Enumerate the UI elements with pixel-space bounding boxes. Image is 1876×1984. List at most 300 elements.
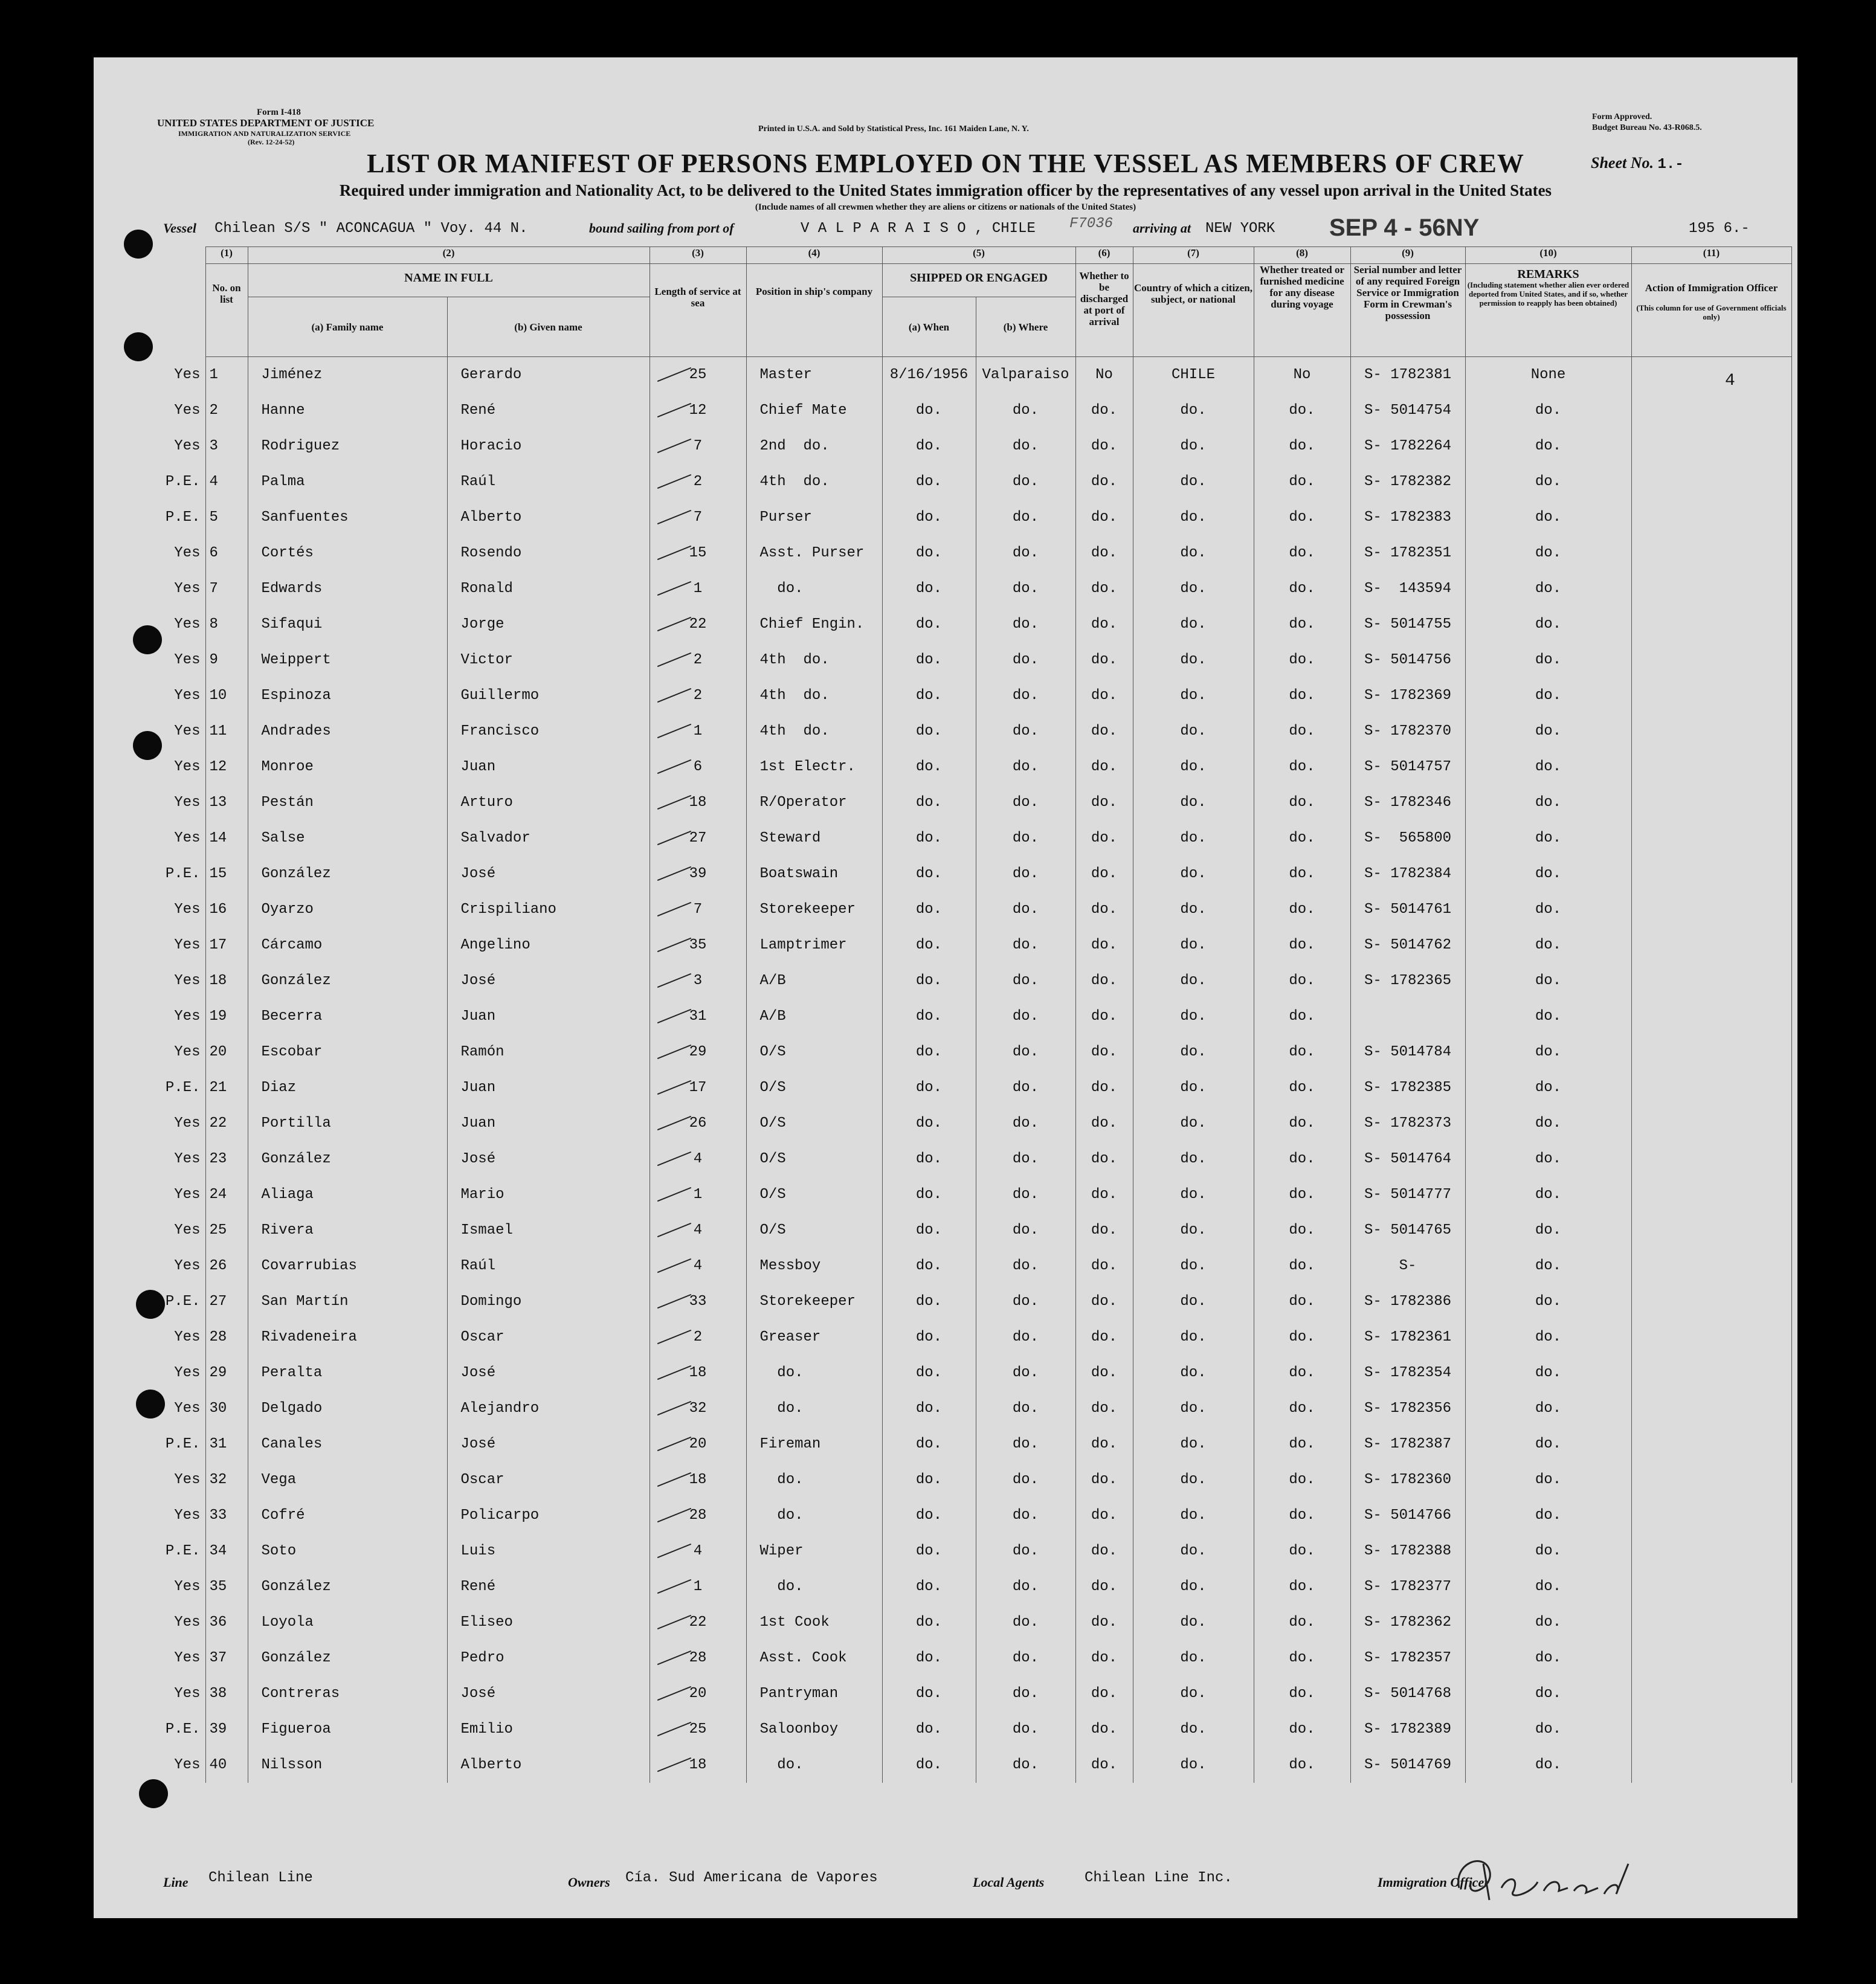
check-tick-mark xyxy=(657,546,691,560)
cell-disch: do. xyxy=(1075,1391,1133,1426)
cell-where: do. xyxy=(976,927,1075,963)
cell-family: Salse xyxy=(248,820,447,856)
cell-no: 7 xyxy=(205,571,248,607)
cell-given: Ismael xyxy=(447,1213,650,1248)
table-row xyxy=(145,1747,1791,1783)
col-length-of-service: Length of service at sea xyxy=(650,264,746,357)
punch-hole xyxy=(136,1290,165,1319)
cell-len xyxy=(650,464,746,500)
crew-table xyxy=(145,246,1792,1783)
cell-len-value: 1 xyxy=(693,1187,703,1203)
check-tick-mark xyxy=(657,1151,691,1166)
cell-len xyxy=(650,642,746,678)
cell-action xyxy=(1631,820,1791,856)
cell-where: Valparaiso xyxy=(976,357,1075,393)
col2-number: (2) xyxy=(248,247,650,264)
cell-remarks: do. xyxy=(1465,428,1631,464)
cell-action xyxy=(1631,678,1791,713)
col9-number: (9) xyxy=(1350,247,1465,264)
cell-family: Cofré xyxy=(248,1498,447,1533)
cell-country: do. xyxy=(1133,1141,1254,1177)
cell-disch: do. xyxy=(1075,1533,1133,1569)
cell-med: do. xyxy=(1254,1640,1350,1676)
cell-len-value: 3 xyxy=(693,973,703,989)
check-tick-mark xyxy=(657,652,691,667)
table-row xyxy=(145,1605,1791,1640)
cell-family: Contreras xyxy=(248,1676,447,1712)
cell-len-value: 20 xyxy=(689,1436,707,1452)
cell-action xyxy=(1631,1712,1791,1747)
cell-country: do. xyxy=(1133,1640,1254,1676)
cell-disch: do. xyxy=(1075,642,1133,678)
table-row xyxy=(145,892,1791,927)
cell-remarks: do. xyxy=(1465,1426,1631,1462)
cell-where: do. xyxy=(976,1355,1075,1391)
cell-med: do. xyxy=(1254,607,1350,642)
cell-serial: S- 1782365 xyxy=(1350,963,1465,999)
cell-no: 6 xyxy=(205,535,248,571)
cell-no: 5 xyxy=(205,500,248,535)
cell-no: 16 xyxy=(205,892,248,927)
cell-family: Delgado xyxy=(248,1391,447,1426)
cell-where: do. xyxy=(976,678,1075,713)
cell-remarks: do. xyxy=(1465,1569,1631,1605)
cell-pos: do. xyxy=(746,571,882,607)
cell-no: 17 xyxy=(205,927,248,963)
cell-when: do. xyxy=(882,1569,976,1605)
check-tick-mark xyxy=(657,759,691,774)
cell-disch: do. xyxy=(1075,856,1133,892)
year-value: 195 6.- xyxy=(1689,221,1750,237)
cell-where: do. xyxy=(976,571,1075,607)
cell-remarks: do. xyxy=(1465,500,1631,535)
col5-number: (5) xyxy=(882,247,1075,264)
cell-country: do. xyxy=(1133,1391,1254,1426)
col-number-on-list: No. on list xyxy=(205,264,248,357)
manifest-subtitle: Required under immigration and Nationality Act, to be delivered to the United States immigration officer by the representatives of any vessel upon arrival in the United States xyxy=(339,181,1552,199)
cell-len xyxy=(650,820,746,856)
cell-remarks: do. xyxy=(1465,1462,1631,1498)
cell-no: 10 xyxy=(205,678,248,713)
cell-len-value: 20 xyxy=(689,1686,707,1702)
cell-no: 34 xyxy=(205,1533,248,1569)
cell-no: 24 xyxy=(205,1177,248,1213)
cell-remarks: do. xyxy=(1465,963,1631,999)
arriving-label: arriving at xyxy=(1133,221,1191,236)
table-row xyxy=(145,1177,1791,1213)
check-tick-mark xyxy=(657,1009,691,1023)
cell-where: do. xyxy=(976,1712,1075,1747)
cell-mark: Yes xyxy=(174,901,201,918)
cell-when: do. xyxy=(882,713,976,749)
cell-country: do. xyxy=(1133,963,1254,999)
cell-serial: S- 1782357 xyxy=(1350,1640,1465,1676)
table-row xyxy=(145,1640,1791,1676)
cell-serial: S- 5014754 xyxy=(1350,393,1465,428)
cell-len xyxy=(650,1462,746,1498)
cell-pos: 4th do. xyxy=(746,464,882,500)
cell-where: do. xyxy=(976,785,1075,820)
cell-action xyxy=(1631,1070,1791,1106)
cell-len-value: 33 xyxy=(689,1293,707,1310)
cell-med: do. xyxy=(1254,1177,1350,1213)
cell-no: 1 xyxy=(205,357,248,393)
check-tick-mark xyxy=(657,1651,691,1665)
cell-given: José xyxy=(447,1141,650,1177)
cell-len xyxy=(650,1284,746,1319)
cell-serial: S- 1782384 xyxy=(1350,856,1465,892)
cell-where: do. xyxy=(976,1391,1075,1426)
cell-when: do. xyxy=(882,1391,976,1426)
check-tick-mark xyxy=(657,1544,691,1558)
cell-remarks: do. xyxy=(1465,571,1631,607)
cell-action xyxy=(1631,464,1791,500)
cell-remarks: do. xyxy=(1465,785,1631,820)
cell-given: Angelino xyxy=(447,927,650,963)
cell-when: do. xyxy=(882,607,976,642)
check-tick-mark xyxy=(657,1757,691,1772)
cell-family: Cárcamo xyxy=(248,927,447,963)
cell-serial: S- 5014764 xyxy=(1350,1141,1465,1177)
arrival-port: NEW YORK xyxy=(1205,221,1275,237)
col11-number: (11) xyxy=(1631,247,1791,264)
cell-len-value: 29 xyxy=(689,1044,707,1060)
cell-country: do. xyxy=(1133,1177,1254,1213)
cell-med: do. xyxy=(1254,1569,1350,1605)
cell-pos: O/S xyxy=(746,1070,882,1106)
cell-len-value: 2 xyxy=(693,652,703,668)
cell-serial: S- 1782354 xyxy=(1350,1355,1465,1391)
cell-disch: do. xyxy=(1075,1034,1133,1070)
cell-len xyxy=(650,428,746,464)
check-tick-mark xyxy=(657,1508,691,1522)
punch-hole xyxy=(139,1779,168,1808)
cell-given: Alejandro xyxy=(447,1391,650,1426)
cell-len-value: 2 xyxy=(693,474,703,490)
cell-given: Guillermo xyxy=(447,678,650,713)
cell-len-value: 18 xyxy=(689,1757,707,1773)
cell-mark: Yes xyxy=(174,652,201,668)
table-row xyxy=(145,856,1791,892)
cell-mark: P.E. xyxy=(165,866,201,882)
cell-serial: S- 1782383 xyxy=(1350,500,1465,535)
cell-no: 2 xyxy=(205,393,248,428)
cell-pos: 4th do. xyxy=(746,642,882,678)
cell-serial: S- 1782360 xyxy=(1350,1462,1465,1498)
cell-pos: do. xyxy=(746,1355,882,1391)
cell-len-value: 7 xyxy=(693,509,703,526)
cell-serial: S- 1782370 xyxy=(1350,713,1465,749)
cell-country: do. xyxy=(1133,1498,1254,1533)
cell-given: Ronald xyxy=(447,571,650,607)
table-row xyxy=(145,1106,1791,1141)
officer-signature xyxy=(1447,1846,1665,1912)
cell-med: do. xyxy=(1254,1426,1350,1462)
cell-country: do. xyxy=(1133,1747,1254,1783)
cell-len-value: 25 xyxy=(689,1721,707,1738)
cell-pos: A/B xyxy=(746,963,882,999)
cell-len xyxy=(650,1319,746,1355)
cell-mark: Yes xyxy=(174,794,201,811)
cell-given: Juan xyxy=(447,999,650,1034)
cell-where: do. xyxy=(976,1177,1075,1213)
col-action-title: Action of Immigration Officer xyxy=(1645,282,1778,294)
cell-pos: Master xyxy=(746,357,882,393)
cell-serial: S- 5014765 xyxy=(1350,1213,1465,1248)
cell-med: do. xyxy=(1254,1462,1350,1498)
cell-action xyxy=(1631,999,1791,1034)
cell-len xyxy=(650,1355,746,1391)
cell-family: Espinoza xyxy=(248,678,447,713)
cell-remarks: do. xyxy=(1465,1106,1631,1141)
cell-where: do. xyxy=(976,1605,1075,1640)
cell-disch: do. xyxy=(1075,892,1133,927)
cell-disch: do. xyxy=(1075,1213,1133,1248)
cell-pos: Fireman xyxy=(746,1426,882,1462)
col3-number: (3) xyxy=(650,247,746,264)
cell-where: do. xyxy=(976,1248,1075,1284)
cell-len xyxy=(650,1248,746,1284)
cell-remarks: do. xyxy=(1465,856,1631,892)
cell-action xyxy=(1631,1141,1791,1177)
cell-country: do. xyxy=(1133,607,1254,642)
cell-mark: Yes xyxy=(174,830,201,846)
cell-remarks: do. xyxy=(1465,1533,1631,1569)
table-row xyxy=(145,1426,1791,1462)
check-tick-mark xyxy=(657,1579,691,1594)
cell-serial: S- 1782386 xyxy=(1350,1284,1465,1319)
cell-disch: do. xyxy=(1075,713,1133,749)
cell-action xyxy=(1631,856,1791,892)
table-row xyxy=(145,428,1791,464)
cell-family: Sanfuentes xyxy=(248,500,447,535)
cell-len-value: 2 xyxy=(693,1329,703,1345)
cell-family: González xyxy=(248,1141,447,1177)
cell-remarks: do. xyxy=(1465,749,1631,785)
cell-med: do. xyxy=(1254,1355,1350,1391)
cell-given: José xyxy=(447,1355,650,1391)
cell-no: 12 xyxy=(205,749,248,785)
cell-pos: Lamptrimer xyxy=(746,927,882,963)
cell-serial xyxy=(1350,999,1465,1034)
cell-given: Raúl xyxy=(447,464,650,500)
col-action-note: (This column for use of Government officials only) xyxy=(1636,303,1787,321)
cell-country: do. xyxy=(1133,1605,1254,1640)
cell-disch: do. xyxy=(1075,1498,1133,1533)
cell-med: do. xyxy=(1254,1533,1350,1569)
col-remarks xyxy=(1465,264,1631,357)
cell-family: Rodriguez xyxy=(248,428,447,464)
cell-action xyxy=(1631,535,1791,571)
cell-serial: S- 1782382 xyxy=(1350,464,1465,500)
table-header xyxy=(145,247,1791,357)
check-tick-mark xyxy=(657,581,691,596)
cell-where: do. xyxy=(976,1462,1075,1498)
cell-len xyxy=(650,1605,746,1640)
cell-pos: Messboy xyxy=(746,1248,882,1284)
col-shipped-engaged: SHIPPED OR ENGAGED xyxy=(882,264,1075,297)
check-tick-mark xyxy=(657,1472,691,1487)
cell-country: do. xyxy=(1133,1034,1254,1070)
table-row xyxy=(145,1248,1791,1284)
bound-label: bound sailing from port of xyxy=(589,221,734,236)
table-row xyxy=(145,1462,1791,1498)
cell-disch: do. xyxy=(1075,1712,1133,1747)
cell-action xyxy=(1631,1462,1791,1498)
check-tick-mark xyxy=(657,1080,691,1095)
check-tick-mark xyxy=(657,688,691,703)
check-tick-mark xyxy=(657,724,691,738)
cell-where: do. xyxy=(976,393,1075,428)
cell-given: René xyxy=(447,393,650,428)
cell-no: 30 xyxy=(205,1391,248,1426)
cell-serial: S- 143594 xyxy=(1350,571,1465,607)
cell-mark: Yes xyxy=(174,1472,201,1488)
cell-when: do. xyxy=(882,999,976,1034)
cell-med: do. xyxy=(1254,1248,1350,1284)
cell-when: do. xyxy=(882,1070,976,1106)
cell-no: 21 xyxy=(205,1070,248,1106)
col-position: Position in ship's company xyxy=(746,264,882,357)
cell-len-value: 22 xyxy=(689,1614,707,1631)
cell-when: do. xyxy=(882,678,976,713)
cell-given: Arturo xyxy=(447,785,650,820)
cell-given: Raúl xyxy=(447,1248,650,1284)
owners-value: Cía. Sud Americana de Vapores xyxy=(625,1870,878,1886)
cell-disch: do. xyxy=(1075,678,1133,713)
cell-len-value: 15 xyxy=(689,545,707,561)
table-row xyxy=(145,642,1791,678)
cell-action xyxy=(1631,785,1791,820)
cell-len-value: 28 xyxy=(689,1507,707,1524)
table-row xyxy=(145,1141,1791,1177)
cell-serial: S- 1782387 xyxy=(1350,1426,1465,1462)
cell-remarks: do. xyxy=(1465,1319,1631,1355)
cell-given: Alberto xyxy=(447,1747,650,1783)
cell-when: do. xyxy=(882,535,976,571)
cell-when: do. xyxy=(882,1426,976,1462)
cell-given: Francisco xyxy=(447,713,650,749)
col-given-name: (b) Given name xyxy=(447,297,650,357)
check-tick-mark xyxy=(657,474,691,489)
cell-len xyxy=(650,785,746,820)
cell-action xyxy=(1631,1034,1791,1070)
printer-note: Printed in U.S.A. and Sold by Statistical Press, Inc. 161 Maiden Lane, N. Y. xyxy=(758,124,1029,134)
cell-mark: P.E. xyxy=(165,1293,201,1310)
cell-disch: do. xyxy=(1075,999,1133,1034)
cell-remarks: do. xyxy=(1465,607,1631,642)
cell-len-value: 7 xyxy=(693,901,703,918)
cell-mark: Yes xyxy=(174,545,201,561)
cell-country: do. xyxy=(1133,535,1254,571)
cell-med: do. xyxy=(1254,713,1350,749)
table-row xyxy=(145,963,1791,999)
cell-country: do. xyxy=(1133,1355,1254,1391)
table-row xyxy=(145,1569,1791,1605)
cell-len xyxy=(650,927,746,963)
cell-family: Loyola xyxy=(248,1605,447,1640)
cell-action xyxy=(1631,500,1791,535)
cell-len-value: 18 xyxy=(689,794,707,811)
cell-med: do. xyxy=(1254,820,1350,856)
check-tick-mark xyxy=(657,1437,691,1451)
cell-med: do. xyxy=(1254,892,1350,927)
cell-family: Rivadeneira xyxy=(248,1319,447,1355)
service: IMMIGRATION AND NATURALIZATION SERVICE xyxy=(178,129,351,138)
table-row xyxy=(145,749,1791,785)
cell-family: Figueroa xyxy=(248,1712,447,1747)
cell-med: No xyxy=(1254,357,1350,393)
cell-len xyxy=(650,856,746,892)
cell-pos: do. xyxy=(746,1462,882,1498)
cell-country: do. xyxy=(1133,642,1254,678)
table-row xyxy=(145,1498,1791,1533)
cell-pos: Asst. Cook xyxy=(746,1640,882,1676)
cell-given: Oscar xyxy=(447,1462,650,1498)
cell-where: do. xyxy=(976,856,1075,892)
cell-pos: Storekeeper xyxy=(746,892,882,927)
check-tick-mark xyxy=(657,510,691,524)
cell-country: do. xyxy=(1133,1319,1254,1355)
col-where: (b) Where xyxy=(976,297,1075,357)
cell-action xyxy=(1631,393,1791,428)
cell-remarks: do. xyxy=(1465,464,1631,500)
cell-mark: Yes xyxy=(174,1757,201,1773)
check-tick-mark xyxy=(657,367,691,382)
cell-remarks: do. xyxy=(1465,678,1631,713)
check-tick-mark xyxy=(657,1116,691,1130)
check-tick-mark xyxy=(657,938,691,952)
cell-no: 39 xyxy=(205,1712,248,1747)
cell-mark: Yes xyxy=(174,616,201,633)
sheet-value: 1.- xyxy=(1657,156,1684,173)
cell-pos: 1st Cook xyxy=(746,1605,882,1640)
cell-no: 19 xyxy=(205,999,248,1034)
manifest-sheet xyxy=(94,57,1797,1918)
top-right-mark: 4 xyxy=(1725,372,1735,390)
col10-number: (10) xyxy=(1465,247,1631,264)
cell-family: Vega xyxy=(248,1462,447,1498)
form-approved: Form Approved. xyxy=(1592,112,1652,121)
cell-mark: Yes xyxy=(174,581,201,597)
col7-number: (7) xyxy=(1133,247,1254,264)
cell-med: do. xyxy=(1254,464,1350,500)
check-tick-mark xyxy=(657,439,691,453)
vessel-label: Vessel xyxy=(163,221,196,236)
cell-len-value: 12 xyxy=(689,402,707,419)
cell-pos: O/S xyxy=(746,1213,882,1248)
check-tick-mark xyxy=(657,973,691,988)
cell-len-value: 7 xyxy=(693,438,703,454)
cell-med: do. xyxy=(1254,1391,1350,1426)
cell-mark: Yes xyxy=(174,1258,201,1274)
table-row xyxy=(145,357,1791,393)
cell-len-value: 35 xyxy=(689,937,707,953)
cell-country: do. xyxy=(1133,1712,1254,1747)
cell-remarks: do. xyxy=(1465,535,1631,571)
cell-len xyxy=(650,1676,746,1712)
cell-no: 29 xyxy=(205,1355,248,1391)
cell-country: do. xyxy=(1133,999,1254,1034)
cell-med: do. xyxy=(1254,1070,1350,1106)
cell-family: Aliaga xyxy=(248,1177,447,1213)
date-stamp: SEP 4 - 56NY xyxy=(1329,214,1480,241)
cell-when: do. xyxy=(882,1712,976,1747)
col-discharged: Whether to be discharged at port of arrival xyxy=(1075,264,1133,357)
cell-country: do. xyxy=(1133,1284,1254,1319)
cell-disch: do. xyxy=(1075,1605,1133,1640)
cell-given: Oscar xyxy=(447,1319,650,1355)
